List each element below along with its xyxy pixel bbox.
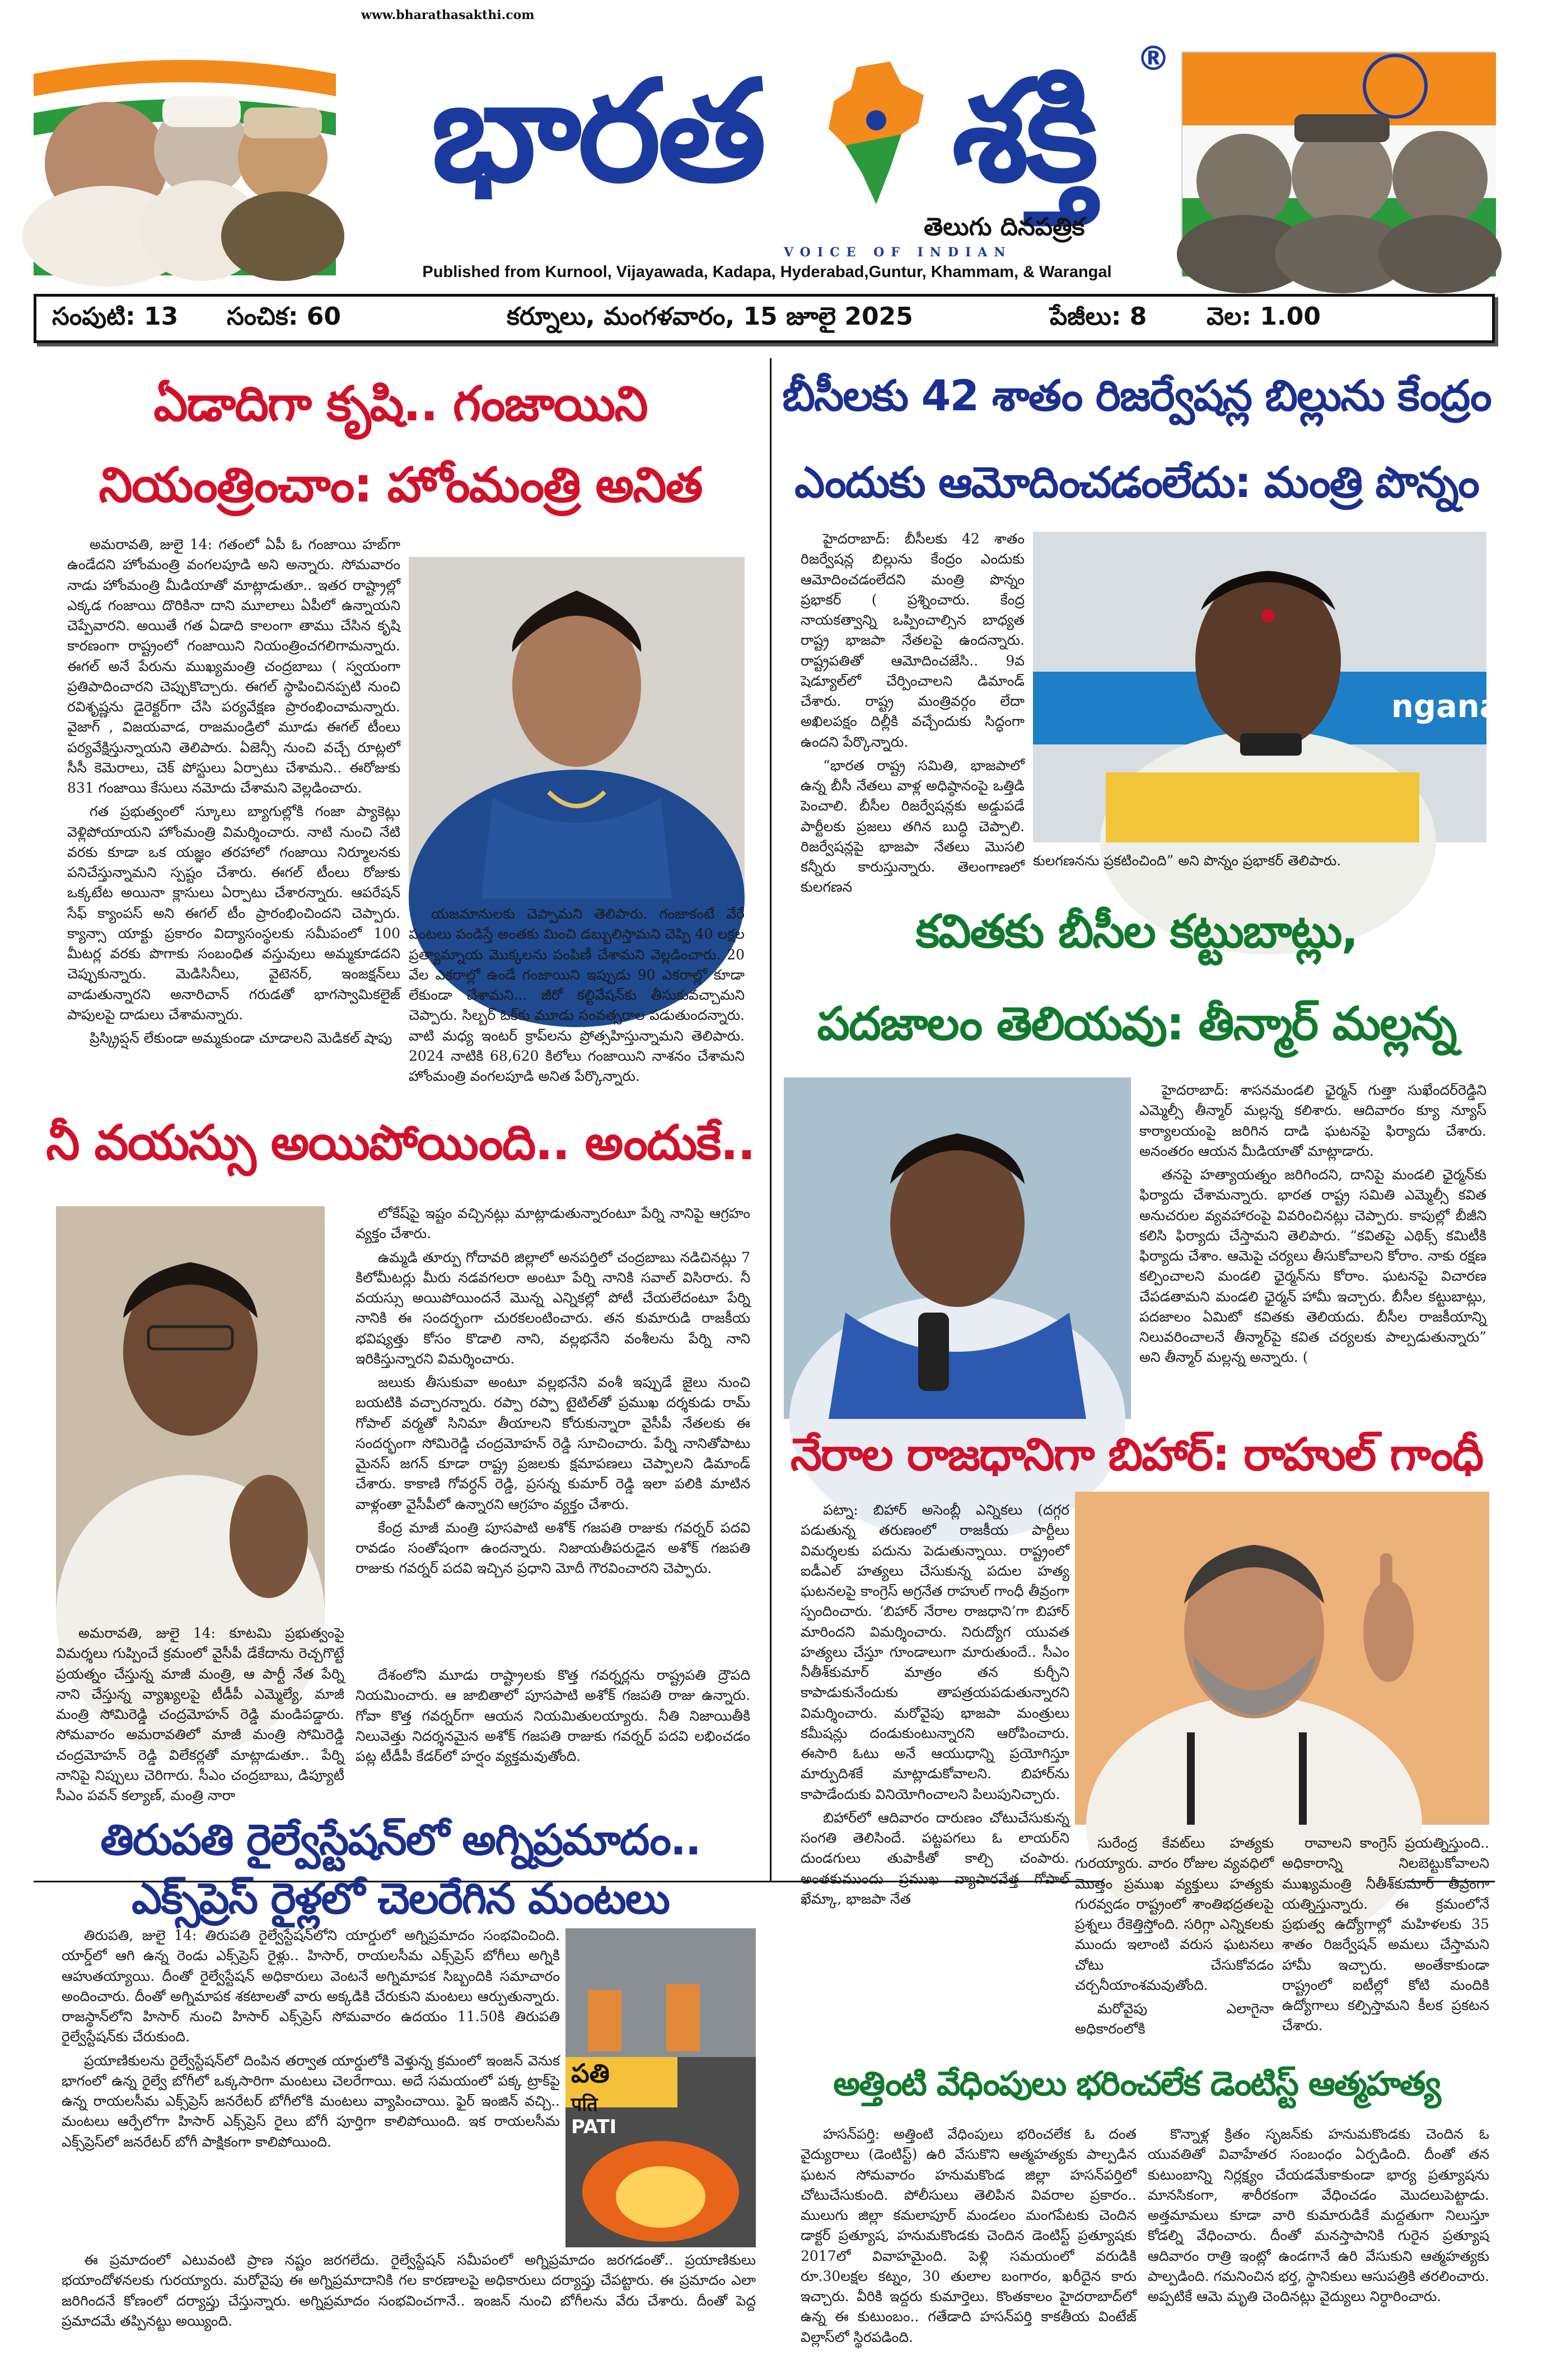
- ponnam-headline-line1: బీసీలకు 42 శాతం రిజర్వేషన్ల బిల్లును కేంద్రం: [782, 371, 1491, 420]
- kavitha-headline-line1: కవితకు బీసీల కట్టుబాట్లు,: [915, 905, 1358, 958]
- rahul-headline: నేరాల రాజధానిగా బిహార్: రాహుల్ గాంధీ: [790, 1428, 1483, 1481]
- station-sign-hindi: पति: [571, 2093, 598, 2116]
- mallanna-photo: [784, 1077, 1131, 1419]
- masthead-title-right: శక్తి: [952, 50, 1095, 213]
- masthead-voice: VOICE OF INDIAN: [784, 245, 1012, 260]
- ponnam-body-col1: హైదరాబాద్: బీసీలకు 42 శాతం రిజర్వేషన్ల బిల్లును కేంద్రం ఎందుకు ఆమోదించడంలేదని మంత్రి పొన్నం ప్రభాకర్ ( ప్రశ్నించారు. కేంద్ర నాయకత్వాన్ని ఒప్పించాల్సిన బాధ్యత రాష్ట్ర భాజపా నేతలపై ఉందన్నారు. రాష్ట్రపతితో ఆమోదించజేసి.. 9వ షెడ్యూల్‌లో చేర్పించాలని డిమాండ్ చేశారు. రాష్ట్ర మంత్రివర్గం లేదా అఖిలపక్షం దిల్లీకి వచ్చేందుకు సిద్ధంగా ఉందని పేర్కొన్నారు. “భారత రాష్ట్ర సమితి, భాజపాలో ఉన్న బీసీ నేతలు వాళ్ల అధిష్ఠానంపై ఒత్తిడి పెంచాలి. బీసీల రిజర్వేషన్లకు అడ్డుపడే పార్టీలకు ప్రజలు తగిన బుద్ధి చెప్పాలి. రిజర్వేషన్లపై భాజపా నేతలు మొసలి కన్నీరు కారుస్తున్నారు. తెలంగాణలో కులగణన: [801, 531, 1025, 896]
- column-divider: [770, 358, 772, 1881]
- dateline-price: వెల: 1.00: [1207, 302, 1321, 331]
- kavitha-headline-line2: పదజాలం తెలియవు: తీన్మార్ మల్లన్న: [817, 997, 1456, 1051]
- masthead-tagline: తెలుగు దినపత్రిక: [924, 213, 1085, 241]
- masthead-logo: [358, 22, 1176, 260]
- dentist-body-col1: హసన్‌పర్తి: అత్తింటి వేధింపులు భరించలేక ఓ దంత వైద్యురాలు (డెంటిస్ట్) ఉరి వేసుకొని ఆత్మహత్యకు పాల్పడిన ఘటన సోమవారం హనుమకొండ జిల్లా హసన్‌పర్తిలో చోటుచేసుకుంది. పోలీసులు తెలిపిన వివరాల ప్రకారం.. ములుగు జిల్లా కమలాపూర్ మండలం మంగపేటకు చెందిన డాక్టర్ ప్రత్యూష, హనుమకొండకు చెందిన డెంటిస్ట్ ప్రత్యూషకు 2017లో వివాహమైంది. పెళ్లి సమయంలో వరుడికి రూ.30లక్షల కట్నం, 30 తులాల బంగారం, ఖరీదైన కారు ఇచ్చారు. వీరికి ఇద్దరు కుమార్తెలు. కొంతకాలం హైదరాబాద్‌లో ఉన్న ఈ కుటుంబం.. గతేడాది హసన్‌పర్తి కాకతీయ వింటేజ్ విల్లాస్‌లో స్థిరపడింది.: [801, 2126, 1137, 2345]
- anitha-body-col2: యజమానులకు చెప్పామని తెలిపారు. గంజాకంటే వేరే పంటలు పండిస్తే అంతకు మించి డబ్బులిస్తామని చెప్పి 40 లక్షల ప్రత్యామ్నాయ మొక్కలను పంపిణీ చేశామని వెల్లడించారు. 20 వేల ఎకరాల్లో ఉండే గంజాయిని ఇప్పుడు 90 ఎకరాల్లో కూడా లేకుండా చేశామని... జీరో కల్టివేషన్‌కు తీసుకువచ్చామని చెప్పారు. సిల్బర్ ఓక్‌కు మూడు సంవత్సరాల పడుతుందన్నారు. వాటి మధ్య ఇంటర్ క్రాప్‌లను ప్రోత్సహిస్తున్నామని తెలిపారు. 2024 నాటికి 68,620 కిలోలు గంజాయిని నాశనం చేశామని హోంమంత్రి వంగలపూడి అనిత పేర్కొన్నారు.: [409, 906, 745, 1084]
- ponnam-photo: [1033, 532, 1501, 842]
- anitha-photo: [409, 557, 745, 898]
- dateline-pages: పేజీలు: 8: [1050, 302, 1147, 331]
- anitha-body-col1: అమరావతి, జులై 14: గతంలో ఏపీ ఓ గంజాయి హబ్‌గా ఉండేదని హోంమంత్రి వంగలపూడి అని అన్నారు. సోమవారం నాడు హోంమంత్రి మీడియాతో మాట్లాడుతూ.. ఇతర రాష్ట్రాల్లో ఎక్కడ గంజాయి దొరికినా దాని మూలాలు ఏపీలో ఉన్నాయని చెప్పేవారని. అయితే గత ఏడాది కాలంగా తాము చేసిన కృషి కారణంగా రాష్ట్రంలో గంజాయిని నియంత్రించగలిగామన్నారు. ఈగల్ అనే పేరును ముఖ్యమంత్రి చంద్రబాబు ( స్వయంగా ప్రతిపాదించారని చెప్పుకొచ్చారు. ఈగల్ స్థాపించినప్పటి నుంచి రవిశృష్ణను డైరెక్టర్‌గా చేసి పర్యవేక్షణ ప్రారంభించామన్నారు. వైజాగ్ , విజయవాడ, రాజమండ్రిలో మూడు ఈగల్ టీంలు పర్యవేక్షిస్తున్నాయని తెలిపారు. ఏజెన్సీ నుంచి వచ్చే రూట్లలో సీసీ కెమెరాలు, చెక్ పోస్టులు ఏర్పాటు చేశామని.. ఈరోజుకు 831 గంజాయి కేసులు నమోదు చేశామని వెల్లడించారు. గత ప్రభుత్వంలో స్కూలు బ్యాగుల్లోకి గంజా ప్యాకెట్లు వెళ్లిపోయాయని హోంమంత్రి విమర్శించారు. నాటి నుంచి నేటి వరకు కూడా ఒక యజ్ఞం తరహాలో గంజాయి నిర్మూలనకు పనిచేస్తున్నామని స్పష్టం చేశారు. ఈగల్ టీంలు రోజుకు ఒక్కటేట అయినా క్లాసులు ఏర్పాటు చేశారన్నారు. ఆపరేషన్ సేఫ్ క్యాంపస్ అని ఈగల్ టీం ప్రారంభించిందని చెప్పారు. క్యాన్సా యాక్టు ప్రకారం విద్యాసంస్థలకు సమీపంలో 100 మీటర్ల వరకు పొగాకు సంబంధిత వస్తువులు అమ్మకూడదని చెప్పుకున్నారు. మెడిసినీలు, వైటెనర్, ఇంజక్షన్‌లు వాడుతున్నారని అనారిచాన్ గరుడతో భాగస్వామికలైజ్ పాపులపై దాడులు చేశామన్నారు. ప్రిస్క్రిప్షన్ లేకుండా అమ్మకుండా చూడాలని మెడికల్ షాపు: [67, 536, 400, 1046]
- ponnam-photo-banner: ngana: [1391, 688, 1501, 725]
- dateline-issue: సంచిక: 60: [227, 302, 342, 331]
- tirupati-body-bottom: ఈ ప్రమాదంలో ఎటువంటి ప్రాణ నష్టం జరగలేదు. రైల్వేస్టేషన్ సమీపంలో అగ్నిప్రమాదం జరగడంతో.. ప్రయాణికులు భయాందోళనలకు గురయ్యారు. మరోవైపు ఈ అగ్నిప్రమాదానికి గల కారణాలపై అధికారులు దర్యాప్తు చేపట్టారు. ఈ ప్రమాదం ఎలా జరిగిందనే కోణంలో దర్యాప్తు చేస్తున్నారు. అగ్నిప్రమాదం సంభవించగానే.. ఇంజన్ నుంచి బోగీలను వేరు చేశారు. దీంతో పెద్ద ప్రమాదమే తప్పినట్టు అయ్యింది.: [62, 2252, 756, 2329]
- masthead-leaders-left-image: [34, 51, 336, 275]
- published-from: Published from Kurnool, Vijayawada, Kadapa, Hyderabad,Guntur, Khammam, & Warangal: [422, 263, 1112, 281]
- masthead-leaders-right-image: [1181, 51, 1495, 275]
- anitha-headline-line1: ఏడాదిగా కృషి.. గంజాయిని: [153, 376, 647, 432]
- masthead-title-left: భారత: [431, 50, 763, 213]
- dateline-volume: సంపుటి: 13: [52, 302, 179, 331]
- ponnam-body-col2: కులగణనను ప్రకటించింది” అని పొన్నం ప్రభాకర్ తెలిపారు.: [1033, 852, 1341, 869]
- dentist-headline: అత్తింటి వేధింపులు భరించలేక డెంటిస్ట్ ఆత్మహత్య: [833, 2064, 1440, 2103]
- tirupati-headline-line1: తిరుపతి రైల్వేస్టేషన్‌లో అగ్నిప్రమాదం..: [100, 1815, 700, 1864]
- station-sign-telugu: పతి: [571, 2058, 610, 2088]
- dateline-bar: [34, 294, 1495, 343]
- india-map-icon: [823, 62, 929, 207]
- rahul-body-col3: రావాలని కాంగ్రెస్ ప్రయత్నిస్తుంది.. అధికారాన్ని నిలబెట్టుకోవాలని ముఖ్యమంత్రి నీతీశ్‌కుమార్ తీవ్రంగా యత్నిస్తున్నారు. ఈ క్రమంలోనే ప్రభుత్వ ఉద్యోగాల్లో మహిళలకు 35 శాతం రిజర్వేషన్ అమలు చేస్తామని హామీ ఇచ్చారు. అంతేకాకుండా రాష్ట్రంలో ఐటీల్లో కోటి మందికి ఉద్యోగాలు కల్పిస్తామని కీలక ప్రకటన చేశారు.: [1282, 1835, 1489, 2034]
- anitha-headline-line2: నియంత్రించాం: హోంమంత్రి అనిత: [99, 457, 702, 513]
- ponnam-headline-line2: ఎందుకు ఆమోదించడంలేదు: మంత్రి పొన్నం: [794, 457, 1479, 507]
- train-fire-photo: [565, 1928, 756, 2247]
- station-sign-english: PATI: [571, 2116, 617, 2138]
- rahul-photo: [1075, 1492, 1489, 1825]
- rahul-body-col1: పట్నా: బిహార్ అసెంబ్లీ ఎన్నికలు (దగ్గర పడుతున్న తరుణంలో రాజకీయ పార్టీలు విమర్శలకు పదును పెడుతున్నాయి. రాష్ట్రంలో ఐడీఎల్ హత్యలు చేసుకున్న పదుల హత్య ఘటనలపై కాంగ్రెస్ అగ్రనేత రాహుల్ గాంధీ తీవ్రంగా స్పందించారు. ‘బిహార్ నేరాల రాజధాని’గా బిహార్ మారిందని విమర్శించారు. నిరుద్యోగ యువత హత్యలు చేస్తూ గూండాలుగా మారుతుందే.. సీఎం నీతీశ్‌కుమార్ మాత్రం తన కుర్చీని కాపాడుకునేందుకు తాపత్రయపడుతున్నారని విమర్శించారు. మరోవైపు భాజపా మంత్రులు కమీషన్లు దండుకుంటున్నారని ఆరోపించారు. ఈసారి ఓటు అనే ఆయుధాన్ని ప్రయోగిస్తూ మార్పుదిశకే మాట్లాడుకోవాలని. బిహార్‌ను కాపాడేందుకు వినియోగించాలని పిలుపునిచ్చారు. బిహార్‌లో ఆదివారం దారుణం చోటుచేసుకున్న సంగతి తెలిసిందే. పట్టపగలు ఓ లాయర్‌ని దుండగులు తుపాకీతో కాల్చి చంపారు. అంతకుముందు ప్రముఖ వ్యాపారవేత్త గోపాల్ ఖేమ్కా, భాజపా నేత: [801, 1502, 1069, 1907]
- dateline-place-date: కర్నూలు, మంగళవారం, 15 జూలై 2025: [507, 302, 913, 331]
- nani-body-col2: దేశంలోని మూడు రాష్ట్రాలకు కొత్త గవర్నర్లను రాష్ట్రపతి ద్రౌపది నియమించారు. ఆ జాబితాలో పూసపాటి అశోక్ గజపతి రాజు ఉన్నారు. గోవా కొత్త గవర్నర్‌గా ఆయన నియమితులయ్యారు. నీతి నిజాయితీకి నిలువెత్తు నిదర్శనమైన అశోక్ గజపతి రాజుకు గవర్నర్ పదవి లభించడం పట్ల టీడీపీ కేడర్‌లో హర్షం వ్యక్తమవుతోంది.: [356, 1667, 750, 1764]
- tirupati-headline-line2: ఎక్స్‌ప్రెస్ రైళ్లలో చెలరేగిన మంటలు: [132, 1873, 669, 1923]
- nani-body-col1: అమరావతి, జులై 14: కూటమి ప్రభుత్వంపై విమర్శలు గుప్పించే క్రమంలో వైసీపీ డేకేదాను రెచ్చగొట్టే ప్రయత్నం చేస్తున్న మాజీ మంత్రి, ఆ పార్టీ నేత పేర్ని నాని చేస్తున్న వ్యాఖ్యలపై టీడీపీ ఎమ్మెల్యే, మాజీ మంత్రి సోమిరెడ్డి చంద్రమోహన్ రెడ్డి మండిపడ్డారు. సోమవారం అమరావతిలో మాజీ మంత్రి సోమిరెడ్డి చంద్రమోహన్ రెడ్డి విలేకర్లతో మాట్లాడుతూ.. పేర్ని నానిపై నిప్పులు చెరిగారు. సీఎం చంద్రబాబు, డిప్యూటీ సీఎం పవన్ కల్యాణ్, మంత్రి నారా: [56, 1625, 344, 1803]
- registered-mark: ®: [1137, 39, 1170, 78]
- tirupati-body-top: తిరుపతి, జులై 14: తిరుపతి రైల్వేస్టేషన్‌లోని యార్డులో అగ్నిప్రమాదం సంభవించింది. యార్డ్‌లో ఆగి ఉన్న రెండు ఎక్స్‌ప్రెస్ రైళ్లు.. హిసార్, రాయలసీమ ఎక్స్‌ప్రెస్ బోగీలు అగ్నికి ఆహుతయ్యాయి. దీంతో రైల్వేస్టేషన్ అధికారులు వెంటనే అగ్నిమాపక సిబ్బందికి సమాచారం అందించారు. దీంతో అగ్నిమాపక శకటాలతో వారు అక్కడికి చేరుకుని మంటలు ఆర్పుతున్నారు. రాజస్థాన్‌లోని హిసార్ నుంచి హిసార్ ఎక్స్‌ప్రెస్ సోమవారం ఉదయం 11.50కి తిరుపతి రైల్వేస్టేషన్‌కు చేరుకుంది. ప్రయాణికులను రైల్వేస్టేషన్‌లో దింపిన తర్వాత యార్డులోకి వెళ్తున్న క్రమంలో ఇంజన్ వెనుక భాగంలో ఉన్న రైల్వే బోగీలో ఒక్కసారిగా మంటలు చెలరేగాయి. అదే సమయంలో పక్క ట్రాక్‌పై ఉన్న రాయలసీమ ఎక్స్‌ప్రెస్ జనరేటర్ బోగీలోకి మంటలు వ్యాపించాయి. ఫైర్ ఇంజిన్ వచ్చి.. మంటలు ఆర్పేలోగా హిసార్ ఎక్స్‌ప్రెస్ రైలు బోగీ పూర్తిగా కాలిపోయింది. ఇక రాయలసీమ ఎక్స్‌ప్రెస్‌లో జనరేటర్ బోగీ పాక్షికంగా కాలిపోయింది.: [62, 1927, 560, 2150]
- nani-headline: నీ వయస్సు అయిపోయింది.. అందుకే..: [46, 1115, 755, 1171]
- nani-body-top: లోకేష్‌పై ఇష్టం వచ్చినట్లు మాట్లాడుతున్నారంటూ పేర్ని నానిపై ఆగ్రహం వ్యక్తం చేశారు. ఉమ్మడి తూర్పు గోదావరి జిల్లాలో అనపర్తిలో చంద్రబాబు నడిచినట్లు 7 కిలోమీటర్లు మీరు నడవగలరా అంటూ పేర్ని నానికి సవాల్ విసిరారు. నీ వయస్సు అయిపోయిందనే మొన్న ఎన్నికల్లో పోటీ చేయలేదంటూ పేర్ని నానికి ఈ సందర్భంగా చురకలంటించారు. తన కుమారుడి రాజకీయ భవిష్యత్తు కోసం కొడాలి నాని, వల్లభనేని వంశీలను పేర్ని నాని ఇరికిస్తున్నారని విమర్శించారు. జలుకు తీసుకువా అంటూ వల్లభనేని వంశీ ఇప్పుడే జైలు నుంచి బయటికి వచ్చారన్నారు. రప్పా రప్పా టైటిల్‌తో ప్రముఖ దర్శకుడు రామ్ గోపాల్ వర్మతో సినిమా తీయాలని కోరుకున్నారా వైసీపీ నేతలకు ఈ సందర్భంగా సోమిరెడ్డి చంద్రమోహన్ రెడ్డి సూచించారు. పేర్ని నానితోపాటు మైనస్ జగన్ కూడా రాష్ట్ర ప్రజలకు క్షమాపణలు చెప్పాలని డిమాండ్ చేశారు. కాకాణి గోవర్ధన్ రెడ్డి, ప్రసన్న కుమార్ రెడ్డి ఇలా పలికి మాటిన వాళ్లంతా వైసీపీలో ఉన్నారని ఆగ్రహం వ్యక్తం చేశారు. కేంద్ర మాజీ మంత్రి పూసపాటి అశోక్ గజపతి రాజుకు గవర్నర్ పదవి రావడం సంతోషంగా ఉందన్నారు. నిజాయతీపరుడైన అశోక్ గజపతి రాజుకు గవర్నర్ పదవి ఇచ్చిన ప్రధాని మోదీ గౌరవించారని చెప్పారు.: [356, 1205, 750, 1577]
- kavitha-body-col1: హైదరాబాద్: శాసనమండలి ఛైర్మన్ గుత్తా సుఖేందర్‌రెడ్డిని ఎమ్మెల్సీ తీన్మార్ మల్లన్న కలిశారు. ఆదివారం క్యూ న్యూస్ కార్యాలయంపై జరిగిన దాడి ఘటనపై ఫిర్యాదు చేశారు. అనంతరం ఆయన మీడియాతో మాట్లాడారు. తనపై హత్యాయత్నం జరిగిందని, దానిపై మండలి ఛైర్మన్‌కు ఫిర్యాదు చేశామన్నారు. భారత రాష్ట్ర సమితి ఎమ్మెల్సీ కవిత అనుచరుల వ్యవహారంపై వివరించినట్లు చెప్పారు. కాపుల్లో బీజీని కలిసి ఫిర్యాదు చేస్తామని తెలిపారు. “కవితపై ఎథిక్స్ కమిటీకి ఫిర్యాదు చేశాం. ఆమెపై చర్యలు తీసుకోవాలని కోరాం. నాకు రక్షణ కల్పించాలని మండలి ఛైర్మన్‌ను కోరాం. ఘటనపై విచారణ చేపడతామని మండలి ఛైర్మన్ హామీ ఇచ్చారు. బీసీల కట్టుబాట్లు, పదజాలం ఏమిటో కవితకు తెలియదు. బీసీల రాజకీయాన్ని నిలువరించాలనే తీన్మార్‌పై కవిత చర్యలకు పాల్పడుతున్నారు” అని తీన్మార్ మల్లన్న అన్నారు. (: [1139, 1082, 1486, 1366]
- rahul-body-col2: సురేంద్ర కేవట్‌లు హత్యకు గురయ్యారు. వారం రోజుల వ్యవధిలో మొత్తం ప్రముఖ వ్యక్తులు హత్యకు గురవ్వడం రాష్ట్రంలో శాంతిభద్రతలపై ప్రశ్నలు రేకెత్తిస్తోంది. సరిగ్గా ఎన్నికలకు ముందు ఇలాంటి వరుస ఘటనలు చోటు చేసుకోవడం చర్చనీయాంశమవుతోంది. మరోవైపు ఎలాగైనా అధికారంలోకి: [1075, 1835, 1274, 2037]
- somireddy-photo: [56, 1206, 325, 1615]
- dentist-body-col2: కొన్నాళ్ల క్రితం సృజన్‌కు హనుమకొండకు చెందిన ఓ యువతితో వివాహేతర సంబంధం ఏర్పడింది. దీంతో తన కుటుంబాన్ని నిర్లక్ష్యం చేయడమేకాకుండా భార్య ప్రత్యూషను మానసికంగా, శారీరకంగా వేధించడం మొదలుపెట్టాడు. అత్తమామలు కూడా వారి కుమారుడికే మద్దతుగా నిలుస్తూ కోడల్ని వేధించారు. దీంతో మనస్తాపానికి గురైన ప్రత్యూష ఆదివారం రాత్రి ఇంట్లో ఉండగానే ఉరి వేసుకుని ఆత్మహత్యకు పాల్పడింది. గమనించిన భర్త, స్థానికులు ఆసుపత్రికి తరలించారు. అప్పటికే ఆమె మృతి చెందినట్లు వైద్యులు నిర్ధారించారు.: [1148, 2126, 1489, 2304]
- website-url: www.bharathasakthi.com: [361, 8, 535, 22]
